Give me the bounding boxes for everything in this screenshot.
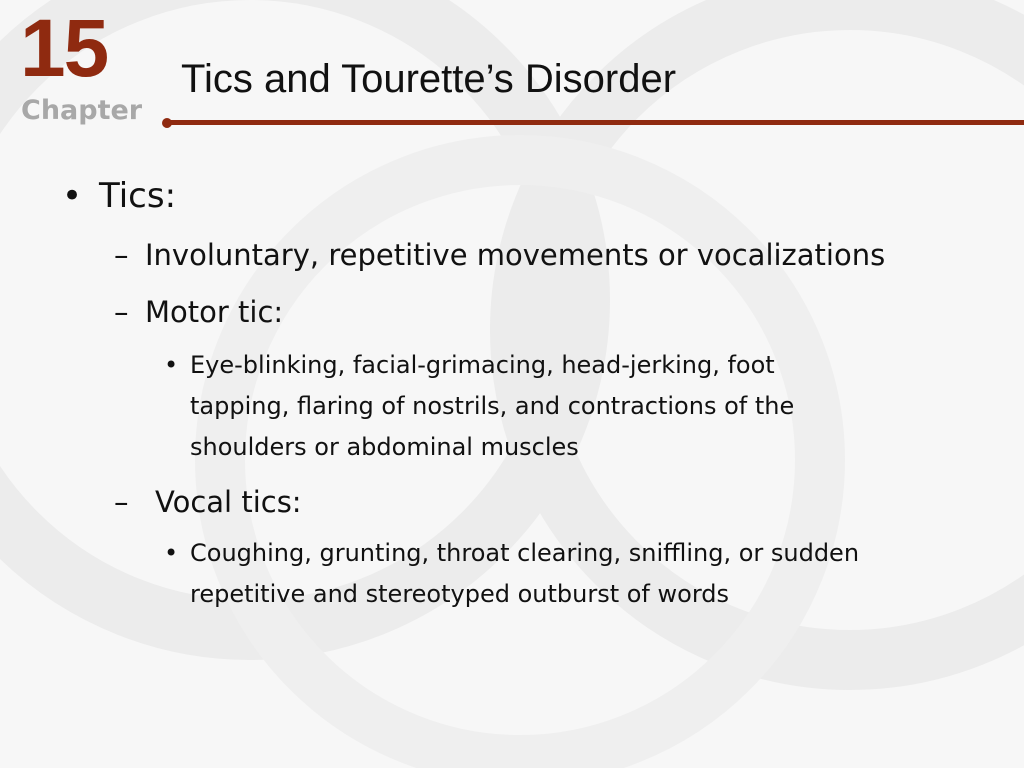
bullet-vocal-tics: Vocal tics: (155, 485, 302, 519)
slide-title: Tics and Tourette’s Disorder (181, 57, 677, 101)
dash-marker: – (114, 238, 129, 272)
motor-examples-line-1: Eye-blinking, facial-grimacing, head-jerking, foot (190, 351, 775, 379)
chapter-number: 15 (20, 3, 108, 94)
dash-marker: – (114, 485, 129, 519)
bullet-tics: Tics: (99, 176, 177, 216)
chapter-label: Chapter (21, 95, 143, 126)
bullet-involuntary: Involuntary, repetitive movements or vocalizations (145, 238, 886, 272)
sub-bullet-marker: • (164, 351, 179, 379)
vocal-examples-line-2: repetitive and stereotyped outburst of words (190, 580, 730, 608)
sub-bullet-marker: • (164, 539, 179, 567)
bullet-marker: • (62, 176, 83, 216)
dash-marker: – (114, 295, 129, 329)
motor-examples-line-2: tapping, flaring of nostrils, and contractions of the (190, 392, 795, 420)
motor-examples-line-3: shoulders or abdominal muscles (190, 433, 579, 461)
bullet-motor-tic: Motor tic: (145, 295, 284, 329)
vocal-examples-line-1: Coughing, grunting, throat clearing, sniffling, or sudden (190, 539, 860, 567)
